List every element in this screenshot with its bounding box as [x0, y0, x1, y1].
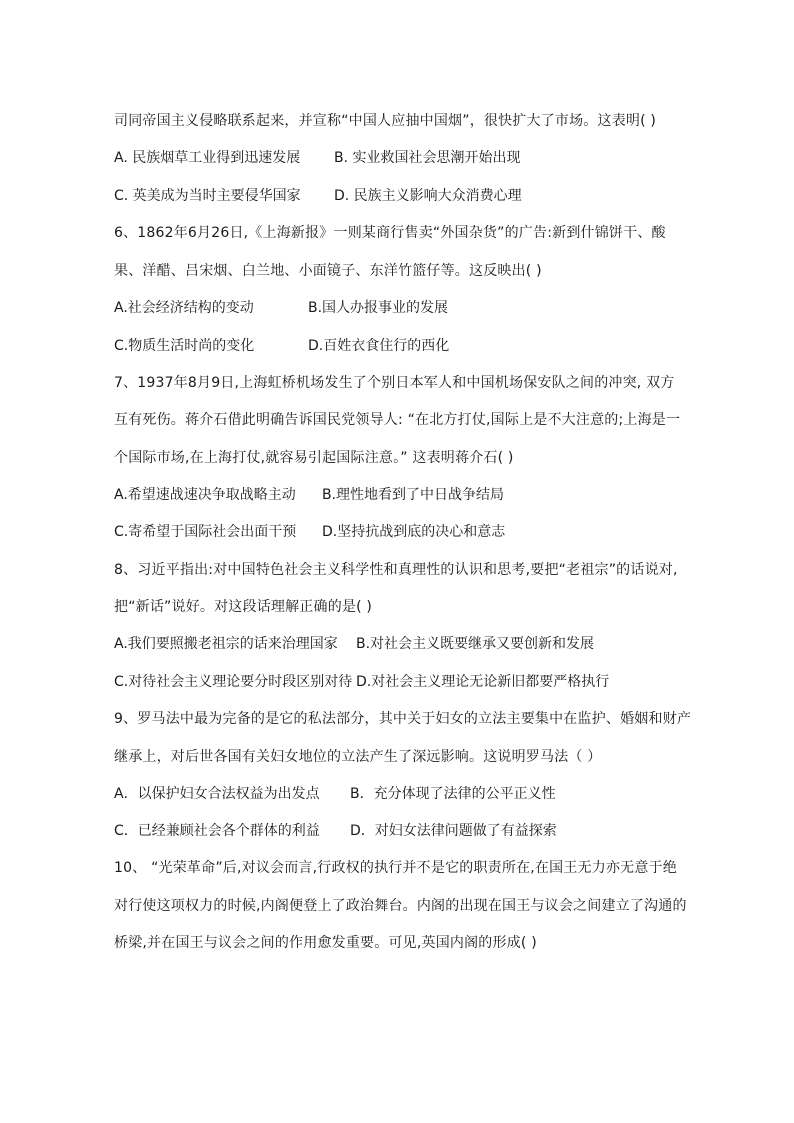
option-d[interactable]: D.坚持抗战到底的决心和意志	[322, 524, 506, 540]
option-a[interactable]: A.希望速战速决争取战略主动	[114, 487, 296, 503]
option-a[interactable]: A．以保护妇女合法权益为出发点	[114, 786, 320, 802]
option-row	[114, 784, 714, 804]
option-c[interactable]: C．已经兼顾社会各个群体的利益	[114, 823, 320, 839]
option-row	[114, 634, 714, 654]
option-d[interactable]: D.百姓衣食住行的西化	[308, 338, 450, 354]
option-c[interactable]: C. 英美成为当时主要侵华国家	[114, 188, 301, 204]
option-row	[114, 522, 714, 542]
option-row	[114, 148, 714, 168]
question-7-text: 7、1937年8月9日,上海虹桥机场发生了个别日本军人和中国机场保安队之间的冲突, 双方	[114, 375, 675, 391]
question-9-text: 继承上，对后世各国有关妇女地位的立法产生了深远影响。这说明罗马法（ ）	[114, 749, 602, 765]
option-d[interactable]: D．对妇女法律问题做了有益探索	[350, 823, 557, 839]
option-row	[114, 672, 714, 692]
question-6-text: 6、1862年6月26日,《上海新报》一则某商行售卖“外国杂货”的广告:新到什锦饼干、酸	[114, 225, 666, 241]
option-a[interactable]: A.我们要照搬老祖宗的话来治理国家	[114, 636, 338, 652]
question-9-text: 9、罗马法中最为完备的是它的私法部分，其中关于妇女的立法主要集中在监护、婚姻和财产	[114, 711, 692, 727]
question-7-text: 互有死伤。蒋介石借此明确告诉国民党领导人: “在北方打仗,国际上是不大注意的;上海是一	[114, 412, 681, 428]
option-row	[114, 186, 714, 206]
option-row	[114, 298, 714, 318]
option-d[interactable]: D.对社会主义理论无论新旧都要严格执行	[356, 674, 610, 690]
option-c[interactable]: C.对待社会主义理论要分时段区别对待	[114, 674, 353, 690]
option-a[interactable]: A.社会经济结构的变动	[114, 300, 254, 316]
option-row	[114, 336, 714, 356]
question-10-text: 桥梁,并在国王与议会之间的作用愈发重要。可见,英国内阁的形成( )	[114, 935, 537, 951]
option-d[interactable]: D. 民族主义影响大众消费心理	[334, 188, 522, 204]
option-a[interactable]: A. 民族烟草工业得到迅速发展	[114, 150, 301, 166]
question-7-text: 个国际市场,在上海打仗,就容易引起国际注意。” 这表明蒋介石( )	[114, 450, 514, 466]
option-row	[114, 821, 714, 841]
option-b[interactable]: B. 实业救国社会思潮开始出现	[334, 150, 521, 166]
question-continuation: 司同帝国主义侵略联系起来，并宣称“中国人应抽中国烟”，很快扩大了市场。这表明( )	[114, 113, 657, 129]
question-10-text: 10、 “光荣革命”后,对议会而言,行政权的执行并不是它的职责所在,在国王无力亦无意于绝	[114, 860, 677, 876]
option-c[interactable]: C.物质生活时尚的变化	[114, 338, 255, 354]
option-b[interactable]: B.国人办报事业的发展	[308, 300, 449, 316]
option-b[interactable]: B．充分体现了法律的公平正义性	[350, 786, 556, 802]
question-8-text: 8、习近平指出:对中国特色社会主义科学性和真理性的认识和思考,要把“老祖宗”的话说对,	[114, 562, 678, 578]
option-b[interactable]: B.对社会主义既要继承又要创新和发展	[356, 636, 595, 652]
question-6-text: 果、洋醋、吕宋烟、白兰地、小面镜子、东洋竹篮仔等。这反映出( )	[114, 263, 542, 279]
question-10-text: 对行使这项权力的时候,内阁便登上了政治舞台。内阁的出现在国王与议会之间建立了沟通的	[114, 898, 687, 914]
option-row	[114, 485, 714, 505]
question-8-text: 把“新话”说好。对这段话理解正确的是( )	[114, 599, 373, 615]
option-b[interactable]: B.理性地看到了中日战争结局	[322, 487, 505, 503]
option-c[interactable]: C.寄希望于国际社会出面干预	[114, 524, 297, 540]
